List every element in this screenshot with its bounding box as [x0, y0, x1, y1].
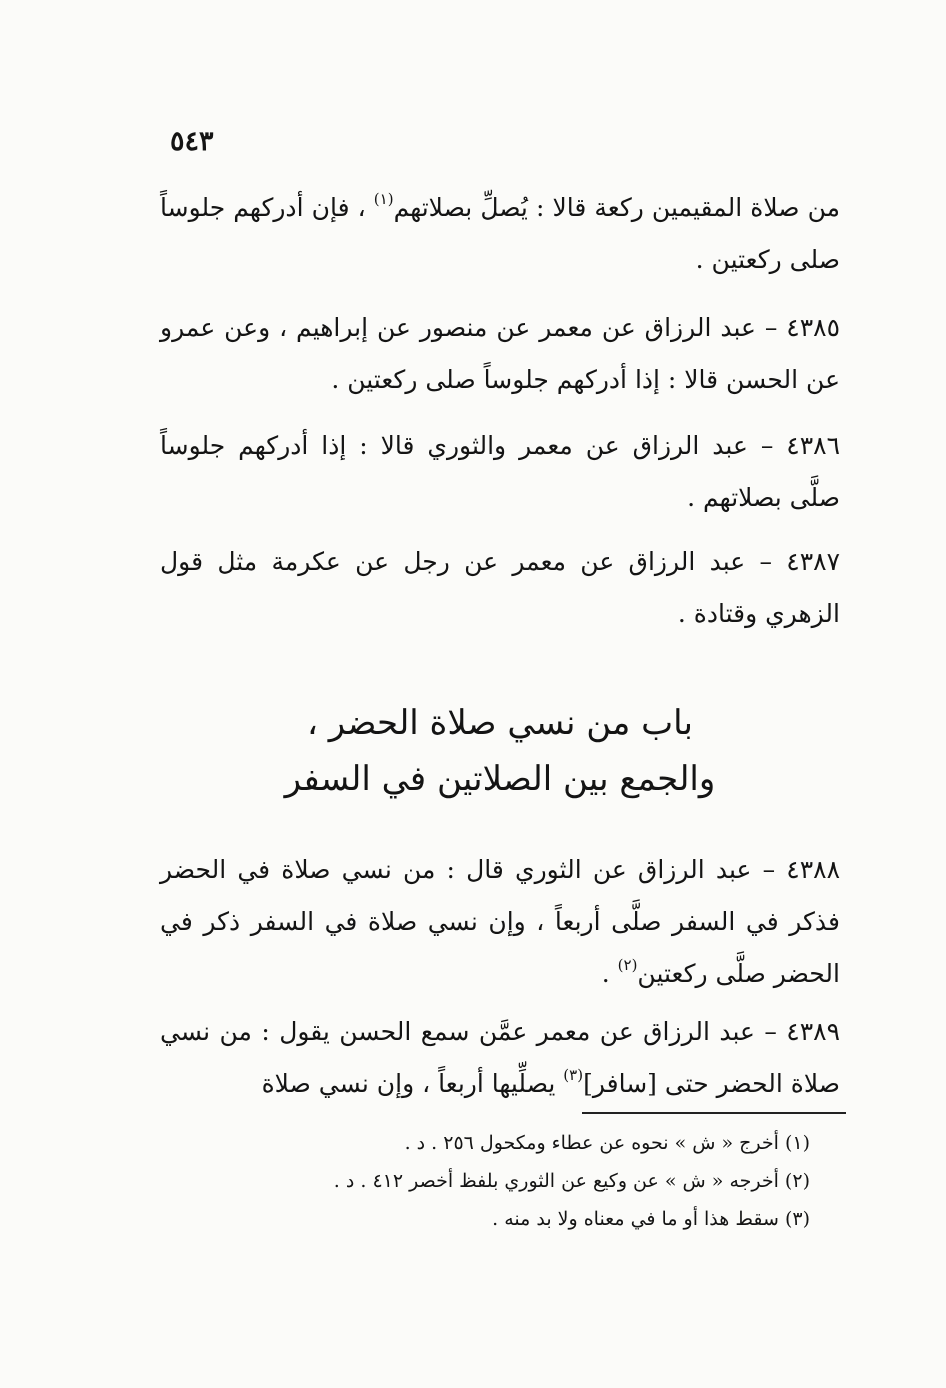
- chapter-title-line-1: باب من نسي صلاة الحضر ،: [306, 703, 694, 743]
- paragraph-text: ٤٣٨٨ – عبد الرزاق عن الثوري قال : من نسي صلاة في الحضر فذكر في السفر صلَّى أربعاً ، وإن نسي صلاة في السفر ذكر في الحضر صلَّى ركعتين: [160, 855, 840, 988]
- hadith-4389: [160, 1006, 840, 1110]
- page-number: ٥٤٣: [170, 126, 214, 157]
- paragraph-text: ٤٣٨٩ – عبد الرزاق عن معمر عمَّن سمع الحسن يقول : من نسي صلاة الحضر حتى [سافر]: [160, 1017, 840, 1098]
- footnote-1: (١) أخرج « ش » نحوه عن عطاء ومكحول ٢٥٦ . د .: [404, 1132, 810, 1154]
- hadith-4387: ٤٣٨٧ – عبد الرزاق عن معمر عن رجل عن عكرمة مثل قول الزهري وقتادة .: [160, 547, 840, 628]
- hadith-4385: ٤٣٨٥ – عبد الرزاق عن معمر عن منصور عن إبراهيم ، وعن عمرو عن الحسن قالا : إذا أدركهم جلوساً صلى ركعتين .: [160, 313, 840, 394]
- paragraph-text: ، فإن أدركهم جلوساً صلى ركعتين .: [160, 193, 840, 274]
- chapter-title-line-2: والجمع بين الصلاتين في السفر: [284, 759, 716, 799]
- footnote-2: (٢) أخرجه « ش » عن وكيع عن الثوري بلفظ أخصر ٤١٢ . د .: [333, 1170, 810, 1192]
- footnote-ref-2: (٢): [617, 956, 638, 974]
- footnote-ref-1: (١): [373, 190, 394, 208]
- footnote-3: (٣) سقط هذا أو ما في معناه ولا بد منه .: [492, 1208, 810, 1230]
- hadith-4388: [160, 844, 840, 1000]
- paragraph-text: من صلاة المقيمين ركعة قالا : يُصلِّ بصلاتهم: [393, 193, 840, 222]
- hadith-4386: ٤٣٨٦ – عبد الرزاق عن معمر والثوري قالا : إذا أدركهم جلوساً صلَّى بصلاتهم .: [160, 431, 840, 512]
- footnote-ref-3: (٣): [563, 1066, 584, 1084]
- footnote-divider: [582, 1112, 846, 1114]
- paragraph-text: .: [601, 959, 618, 988]
- paragraph-text: يصلِّيها أربعاً ، وإن نسي صلاة: [261, 1069, 564, 1098]
- paragraph-continuation: [160, 182, 840, 286]
